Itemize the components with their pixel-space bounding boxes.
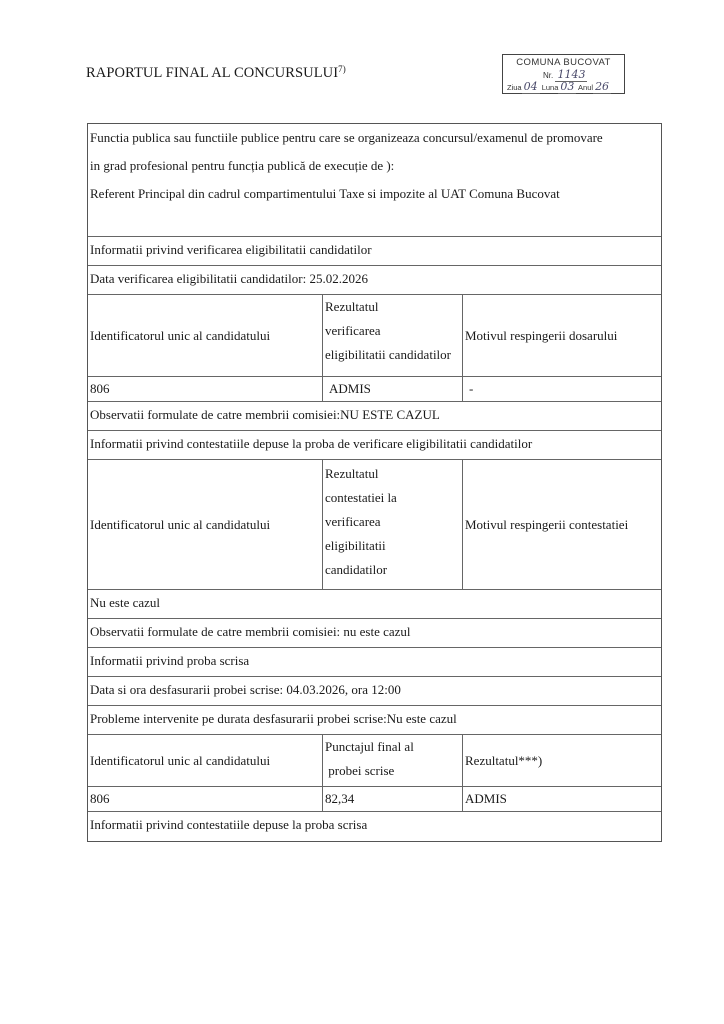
function-description	[88, 124, 661, 237]
stamp-institution: COMUNA BUCOVAT	[516, 57, 611, 68]
function-line-2: in grad profesional pentru funcția publică de execuție de ):	[90, 158, 395, 173]
table-row	[88, 787, 661, 812]
col-final-score: Punctajul final al probei scrise	[323, 735, 463, 786]
stamp-date	[507, 80, 620, 93]
stamp-anul-value: 26	[595, 80, 610, 93]
written-test-table-header	[88, 735, 661, 787]
eligibility-observations: Observatii formulate de catre membrii comisiei:NU ESTE CAZUL	[88, 402, 661, 431]
col-result: Rezultatul***)	[465, 752, 543, 768]
eligibility-appeals-no-case: Nu este cazul	[88, 590, 661, 619]
title-text: RAPORTUL FINAL AL CONCURSULUI	[86, 65, 339, 81]
col-rejection-reason: Motivul respingerii dosarului	[465, 327, 618, 343]
cell-candidate-id: 806	[88, 787, 323, 811]
written-test-problems: Probleme intervenite pe durata desfasurarii probei scrise:Nu este cazul	[88, 706, 661, 735]
registration-stamp	[502, 54, 625, 94]
cell-rejection-reason: -	[469, 381, 474, 396]
written-test-title: Informatii privind proba scrisa	[88, 648, 661, 677]
col-candidate-id: Identificatorul unic al candidatului	[88, 735, 323, 786]
stamp-ziua-value: 04	[523, 80, 538, 93]
cell-final-score: 82,34	[323, 787, 463, 811]
eligibility-appeals-title: Informatii privind contestatiile depuse la proba de verificare eligibilitatii candidatilor	[88, 431, 661, 460]
cell-eligibility-result: ADMIS	[323, 377, 463, 401]
col-candidate-id: Identificatorul unic al candidatului	[88, 295, 323, 376]
title-footnote: 7)	[338, 64, 346, 74]
col-appeal-rejection-reason: Motivul respingerii contestatiei	[465, 516, 629, 532]
table-row	[88, 377, 661, 402]
function-line-3: Referent Principal din cadrul compartimentului Taxe si impozite al UAT Comuna Bucovat	[90, 186, 560, 201]
cell-result: ADMIS	[465, 791, 507, 806]
stamp-ziua-label: Ziua	[507, 83, 522, 92]
eligibility-section-title: Informatii privind verificarea eligibilitatii candidatilor	[88, 237, 661, 266]
report-table	[87, 123, 662, 842]
eligibility-table-header	[88, 295, 661, 377]
written-test-datetime: Data si ora desfasurarii probei scrise: 04.03.2026, ora 12:00	[88, 677, 661, 706]
col-eligibility-result: Rezultatul verificarea eligibilitatii candidatilor	[323, 295, 463, 376]
eligibility-appeals-observations: Observatii formulate de catre membrii comisiei: nu este cazul	[88, 619, 661, 648]
cell-candidate-id: 806	[88, 377, 323, 401]
col-candidate-id: Identificatorul unic al candidatului	[88, 460, 323, 589]
stamp-anul-label: Anul	[578, 83, 594, 92]
page-title	[86, 64, 346, 82]
col-appeal-result: Rezultatul contestatiei la verificarea eligibilitatii candidatilor	[323, 460, 463, 589]
stamp-nr-value: 1143	[557, 68, 586, 81]
eligibility-appeals-table-header	[88, 460, 661, 590]
function-line-1: Functia publica sau functiile publice pentru care se organizeaza concursul/examenul de promovare	[90, 130, 603, 145]
eligibility-date: Data verificarea eligibilitatii candidatilor: 25.02.2026	[88, 266, 661, 295]
stamp-nr-label: Nr.	[543, 71, 554, 80]
stamp-luna-label: Luna	[541, 83, 559, 92]
written-appeals-title: Informatii privind contestatiile depuse la proba scrisa	[90, 817, 368, 832]
stamp-luna-value: 03	[560, 80, 575, 93]
